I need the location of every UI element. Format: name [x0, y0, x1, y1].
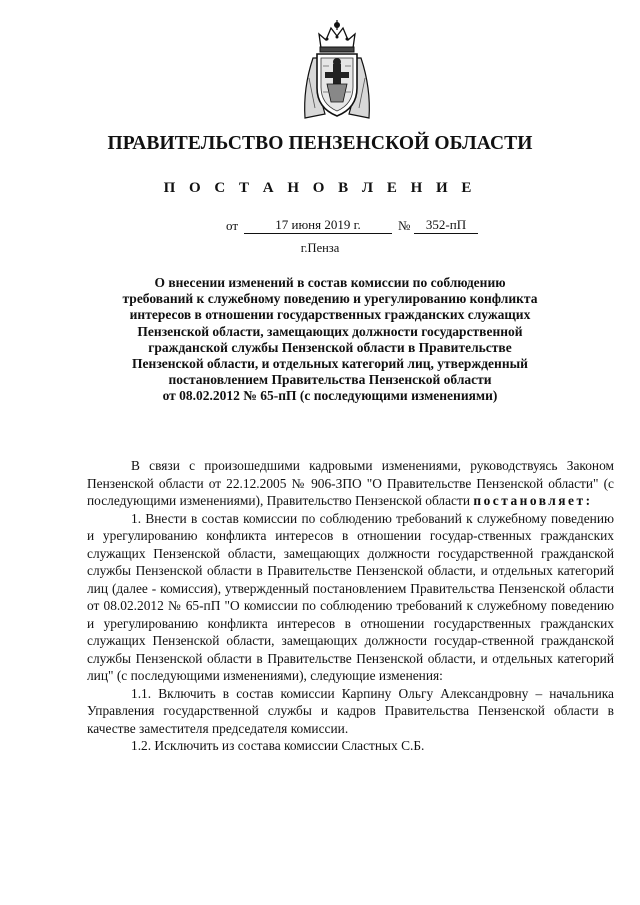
date-value: 17 июня 2019 г. — [244, 218, 392, 234]
subject-line: О внесении изменений в состав комиссии по соблюдению — [154, 275, 506, 290]
penza-coat-of-arms-icon — [295, 18, 379, 122]
paragraph-text: В связи с произошедшими кадровыми изменениями, руководствуясь Законом Пензенской области от 22.12.2005 № 906-ЗПО "О Правительстве Пензенской области" (с последующими изменениями), Правительство Пензенской области — [87, 458, 614, 508]
number-label: № — [398, 218, 411, 233]
body-paragraph: 1. Внести в состав комиссии по соблюдению требований к служебному поведению и урегулированию конфликта интересов в отношении государ-ственных гражданских служащих Пензенской области, замещающих должности государственной гражданской службы Пензенской области в Правительстве Пензенской области, и отдельных категорий лиц (далее - комиссия), утвержденный постановлением Правительства Пензенской области от 08.02.2012 № 65-пП "О комиссии по соблюдению требований к служебному поведению и урегулированию конфликта интересов в отношении государственных гражданских служащих Пензенской области, замещающих должности государ-ственной гражданской службы Пензенской области в Правительстве Пензенской области, и отдельных категорий лиц" (с последующими изменениями), следующие изменения: — [87, 510, 614, 683]
date-label: от — [226, 218, 239, 233]
body-paragraph: 1.1. Включить в состав комиссии Карпину Ольгу Александровну – начальника Управления государственной службы и кадров Правительства Пензенской области в качестве заместителя председателя комиссии. — [87, 685, 614, 736]
resolves-keyword: постановляет: — [473, 493, 593, 508]
subject-line: от 08.02.2012 № 65-пП (с последующими изменениями) — [162, 388, 498, 404]
subject-line: гражданской службы Пензенской области в Правительстве — [148, 339, 512, 355]
subject-line: Пензенской области, замещающих должности государственной — [137, 323, 523, 339]
city-name: г.Пенза — [300, 241, 340, 255]
subject-line: интересов в отношении государственных гражданских служащих — [129, 307, 531, 323]
subject-line: требований к служебному поведению и урегулированию конфликта — [122, 291, 538, 307]
document-subject — [100, 275, 560, 405]
document-type: П О С Т А Н О В Л Е Н И Е — [163, 180, 477, 196]
subject-line: Пензенской области, и отдельных категорий лиц, утвержденный — [132, 356, 528, 372]
subject-line: постановлением Правительства Пензенской области — [168, 372, 492, 388]
document-body — [87, 457, 614, 755]
body-paragraph: 1.2. Исключить из состава комиссии Сластных С.Б. — [131, 738, 425, 753]
body-paragraph — [87, 457, 614, 510]
number-value: 352-пП — [414, 218, 478, 234]
government-title: ПРАВИТЕЛЬСТВО ПЕНЗЕНСКОЙ ОБЛАСТИ — [107, 133, 533, 154]
